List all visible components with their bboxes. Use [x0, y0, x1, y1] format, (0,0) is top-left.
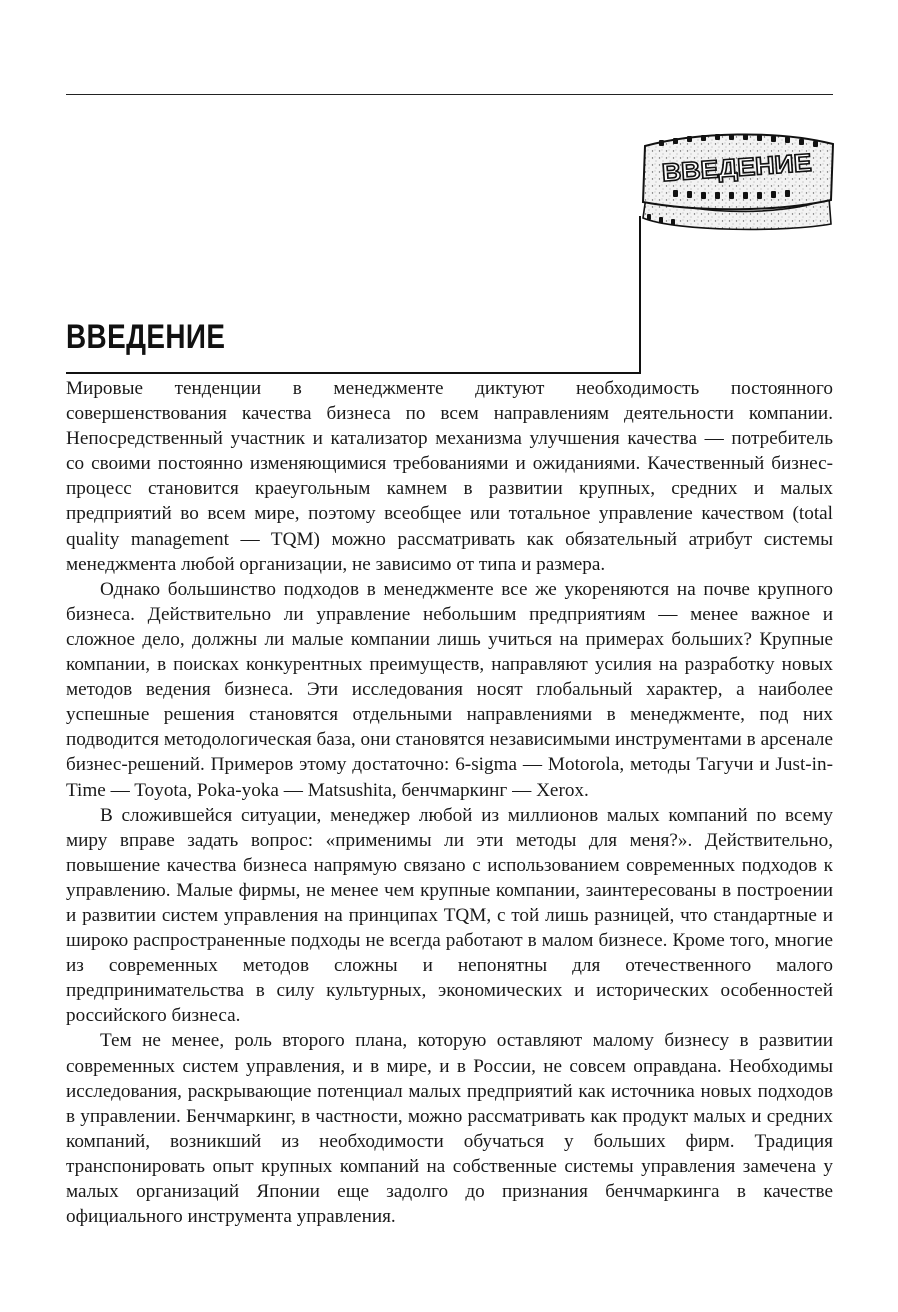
paragraph-1: Мировые тенденции в менеджменте диктуют необходимость постоянного совершенствования качества бизнеса по всем направлениям деятельности компании. Непосредственный участник и катализатор механизма улучшения качества — потребитель со своими постоянно изменяющимися требованиями и ожиданиями. Качественный бизнес-процесс становится краеугольным камнем в развитии крупных, средних и малых предприятий во всем мире, поэтому всеобщее или тотальное управление качеством (total quality management — TQM) можно рассматривать как обязательный атрибут системы менеджмента любой организации, не зависимо от типа и размера.: [66, 378, 833, 575]
chapter-title: ВВЕДЕНИЕ: [66, 318, 226, 356]
paragraph-2: Однако большинство подходов в менеджменте все же укореняются на почве крупного бизнеса. Действительно ли управление небольшим предприятиям — менее важное и сложное дело, должны ли малые компании лишь учиться на примерах больших? Крупные компании, в поисках конкурентных преимуществ, направляют усилия на разработку новых методов ведения бизнеса. Эти исследования носят глобальный характер, а наиболее успешные решения становятся отдельными направлениями в менеджменте, под них подводится методологическая база, они становятся независимыми инструментами в арсенале бизнес-решений. Примеров этому достаточно: 6-sigma — Motorola, методы Тагучи и Just-in-Time — Toyota, Poka-yoka — Matsushita, бенчмаркинг — Xerox.: [66, 578, 833, 801]
heading-rule: [66, 372, 641, 374]
banner-text: ВВЕДЕНИЕ: [660, 149, 803, 188]
paragraph-4: Тем не менее, роль второго плана, которую оставляют малому бизнесу в развитии современных систем управления, и в мире, и в России, не совсем оправдана. Необходимы исследования, раскрывающие потенциал малых предприятий как источника новых подходов в управлении. Бенчмаркинг, в частности, можно рассматривать как продукт малых и средних компаний, возникший из необходимости обучаться у больших фирм. Традиция транспонировать опыт крупных компаний на собственные системы управления замечена у малых организаций Японии еще задолго до признания бенчмаркинга в качестве официального инструмента управления.: [66, 1030, 833, 1228]
body-text: [66, 376, 833, 1229]
vertical-rule: [639, 216, 641, 373]
paragraph-3: В сложившейся ситуации, менеджер любой из миллионов малых компаний по всему миру вправе задать вопрос: «применимы ли эти методы для меня?». Действительно, повышение качества бизнеса напрямую связано с использованием современных подходов к управлению. Малые фирмы, не менее чем крупные компании, заинтересованы в построении и развитии систем управления на принципах TQM, с той лишь разницей, что стандартные и широко распространенные подходы не всегда работают в малом бизнесе. Кроме того, многие из современных методов сложны и непонятны для отечественного малого предпринимательства в силу культурных, экономических и исторических особенностей российского бизнеса.: [66, 804, 833, 1027]
header-rule: [66, 94, 833, 95]
chapter-banner-illustration: [637, 128, 837, 234]
